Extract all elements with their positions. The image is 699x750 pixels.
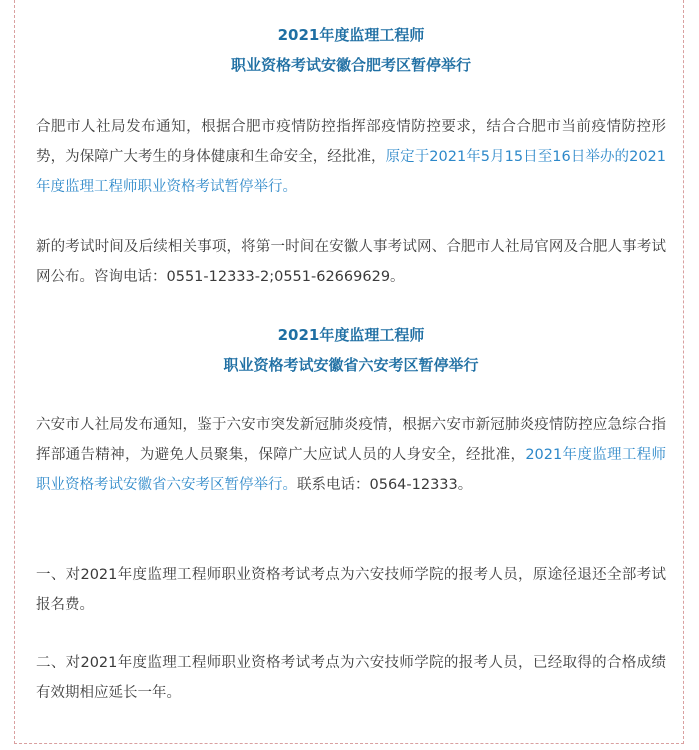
- highlighted-notice: 原定于2021年5月15日至16日举办的2021年度监理工程师职业资格考试暂停举行。: [36, 149, 666, 195]
- list-item: 一、对2021年度监理工程师职业资格考试考点为六安技师学院的报考人员，原途径退还全部考试报名费。: [36, 567, 666, 613]
- paragraph: [36, 112, 666, 202]
- paragraph-contact: 新的考试时间及后续相关事项，将第一时间在安徽人事考试网、合肥市人社局官网及合肥人事考试网公布。咨询电话：0551-12333-2;0551-62669629。: [36, 239, 666, 285]
- section-hefei-header: [36, 20, 666, 80]
- section-luan-header: [36, 320, 666, 380]
- paragraph-text: 六安市人社局发布通知，鉴于六安市突发新冠肺炎疫情，根据六安市新冠肺炎疫情防控应急综合指挥部通告精神，为避免人员聚集，保障广大应试人员的人身安全，经批准，: [36, 417, 666, 463]
- section-luan-item2: [36, 648, 666, 708]
- section-luan-item1: [36, 560, 666, 620]
- section-title-line1: 2021年度监理工程师: [277, 326, 425, 344]
- paragraph-text: 合肥市人社局发布通知，根据合肥市疫情防控指挥部疫情防控要求，结合合肥市当前疫情防控形势，为保障广大考生的身体健康和生命安全，经批准，: [36, 119, 666, 165]
- section-hefei-paragraph2: [36, 232, 666, 292]
- section-title-line2: 职业资格考试安徽合肥考区暂停举行: [230, 56, 471, 74]
- section-title-line1: 2021年度监理工程师: [277, 26, 425, 44]
- contact-phone: 联系电话：0564-12333。: [297, 477, 473, 493]
- list-item: 二、对2021年度监理工程师职业资格考试考点为六安技师学院的报考人员，已经取得的合格成绩有效期相应延长一年。: [36, 655, 666, 701]
- highlighted-notice: 2021年度监理工程师职业资格考试安徽省六安考区暂停举行。: [36, 447, 667, 493]
- section-title-line2: 职业资格考试安徽省六安考区暂停举行: [223, 356, 479, 374]
- paragraph: [36, 410, 666, 500]
- section-luan-paragraph1: [36, 410, 666, 500]
- section-hefei-paragraph1: [36, 112, 666, 202]
